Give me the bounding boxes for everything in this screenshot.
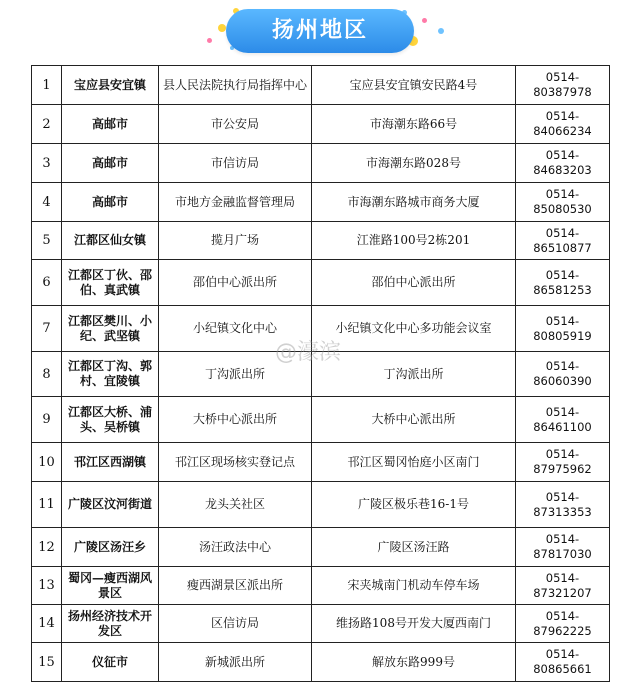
phone-cell: 0514-85080530 xyxy=(516,183,610,222)
area-cell: 邗江区西湖镇 xyxy=(62,443,159,482)
place-cell: 市地方金融监督管理局 xyxy=(159,183,312,222)
table-row xyxy=(32,260,610,306)
address-cell: 宋夹城南门机动车停车场 xyxy=(312,567,516,605)
row-number: 3 xyxy=(32,144,62,183)
table-row xyxy=(32,643,610,682)
place-cell: 大桥中心派出所 xyxy=(159,397,312,443)
table-row xyxy=(32,567,610,605)
phone-cell: 0514-84066234 xyxy=(516,105,610,144)
area-cell: 江都区仙女镇 xyxy=(62,222,159,260)
area-cell: 高邮市 xyxy=(62,183,159,222)
address-cell: 大桥中心派出所 xyxy=(312,397,516,443)
table-body xyxy=(32,66,610,682)
place-cell: 市公安局 xyxy=(159,105,312,144)
area-cell: 高邮市 xyxy=(62,144,159,183)
table-row xyxy=(32,443,610,482)
title-banner-area xyxy=(0,0,640,62)
watermark: @濠滨 xyxy=(275,340,342,365)
row-number: 13 xyxy=(32,567,62,605)
decor-dot xyxy=(218,24,226,32)
place-cell: 汤汪政法中心 xyxy=(159,528,312,567)
phone-cell: 0514-87321207 xyxy=(516,567,610,605)
phone-cell: 0514-84683203 xyxy=(516,144,610,183)
area-cell: 蜀冈—瘦西湖风景区 xyxy=(62,567,159,605)
row-number: 7 xyxy=(32,306,62,352)
address-cell: 维扬路108号开发大厦西南门 xyxy=(312,605,516,643)
table-row xyxy=(32,528,610,567)
area-cell: 江都区大桥、浦头、吴桥镇 xyxy=(62,397,159,443)
area-cell: 宝应县安宜镇 xyxy=(62,66,159,105)
place-cell: 县人民法院执行局指挥中心 xyxy=(159,66,312,105)
address-cell: 小纪镇文化中心多功能会议室 xyxy=(312,306,516,352)
table-row xyxy=(32,222,610,260)
phone-cell: 0514-87313353 xyxy=(516,482,610,528)
address-cell: 市海潮东路66号 xyxy=(312,105,516,144)
area-cell: 广陵区汶河街道 xyxy=(62,482,159,528)
place-cell: 揽月广场 xyxy=(159,222,312,260)
row-number: 10 xyxy=(32,443,62,482)
row-number: 1 xyxy=(32,66,62,105)
table-row xyxy=(32,144,610,183)
decor-dot xyxy=(422,18,427,23)
place-cell: 丁沟派出所 xyxy=(159,352,312,397)
table-row xyxy=(32,482,610,528)
table-row xyxy=(32,66,610,105)
address-cell: 市海潮东路城市商务大厦 xyxy=(312,183,516,222)
phone-cell: 0514-87817030 xyxy=(516,528,610,567)
area-cell: 扬州经济技术开发区 xyxy=(62,605,159,643)
place-cell: 新城派出所 xyxy=(159,643,312,682)
address-cell: 邗江区蜀冈怡庭小区南门 xyxy=(312,443,516,482)
place-cell: 邵伯中心派出所 xyxy=(159,260,312,306)
page-title: 扬州地区 xyxy=(271,18,368,43)
address-cell: 广陵区极乐巷16-1号 xyxy=(312,482,516,528)
place-cell: 区信访局 xyxy=(159,605,312,643)
address-cell: 宝应县安宜镇安民路4号 xyxy=(312,66,516,105)
title-banner xyxy=(226,9,414,53)
decor-dot xyxy=(207,38,212,43)
row-number: 6 xyxy=(32,260,62,306)
row-number: 15 xyxy=(32,643,62,682)
address-cell: 邵伯中心派出所 xyxy=(312,260,516,306)
row-number: 2 xyxy=(32,105,62,144)
phone-cell: 0514-86461100 xyxy=(516,397,610,443)
row-number: 12 xyxy=(32,528,62,567)
place-cell: 小纪镇文化中心 xyxy=(159,306,312,352)
row-number: 14 xyxy=(32,605,62,643)
decor-dot xyxy=(438,28,444,34)
area-cell: 仪征市 xyxy=(62,643,159,682)
row-number: 4 xyxy=(32,183,62,222)
row-number: 11 xyxy=(32,482,62,528)
area-cell: 江都区丁沟、郭村、宜陵镇 xyxy=(62,352,159,397)
table-row xyxy=(32,397,610,443)
address-cell: 广陵区汤汪路 xyxy=(312,528,516,567)
area-cell: 江都区樊川、小纪、武坚镇 xyxy=(62,306,159,352)
phone-cell: 0514-87962225 xyxy=(516,605,610,643)
address-cell: 丁沟派出所 xyxy=(312,352,516,397)
phone-cell: 0514-86510877 xyxy=(516,222,610,260)
row-number: 5 xyxy=(32,222,62,260)
phone-cell: 0514-80387978 xyxy=(516,66,610,105)
address-cell: 市海潮东路028号 xyxy=(312,144,516,183)
place-cell: 市信访局 xyxy=(159,144,312,183)
row-number: 9 xyxy=(32,397,62,443)
phone-cell: 0514-87975962 xyxy=(516,443,610,482)
address-cell: 江淮路100号2栋201 xyxy=(312,222,516,260)
address-cell: 解放东路999号 xyxy=(312,643,516,682)
phone-cell: 0514-80865661 xyxy=(516,643,610,682)
registration-points-table xyxy=(31,65,610,682)
table-row xyxy=(32,105,610,144)
area-cell: 高邮市 xyxy=(62,105,159,144)
place-cell: 瘦西湖景区派出所 xyxy=(159,567,312,605)
table-row xyxy=(32,605,610,643)
phone-cell: 0514-86581253 xyxy=(516,260,610,306)
place-cell: 龙头关社区 xyxy=(159,482,312,528)
table-row xyxy=(32,183,610,222)
place-cell: 邗江区现场核实登记点 xyxy=(159,443,312,482)
area-cell: 广陵区汤汪乡 xyxy=(62,528,159,567)
phone-cell: 0514-80805919 xyxy=(516,306,610,352)
row-number: 8 xyxy=(32,352,62,397)
area-cell: 江都区丁伙、邵伯、真武镇 xyxy=(62,260,159,306)
phone-cell: 0514-86060390 xyxy=(516,352,610,397)
